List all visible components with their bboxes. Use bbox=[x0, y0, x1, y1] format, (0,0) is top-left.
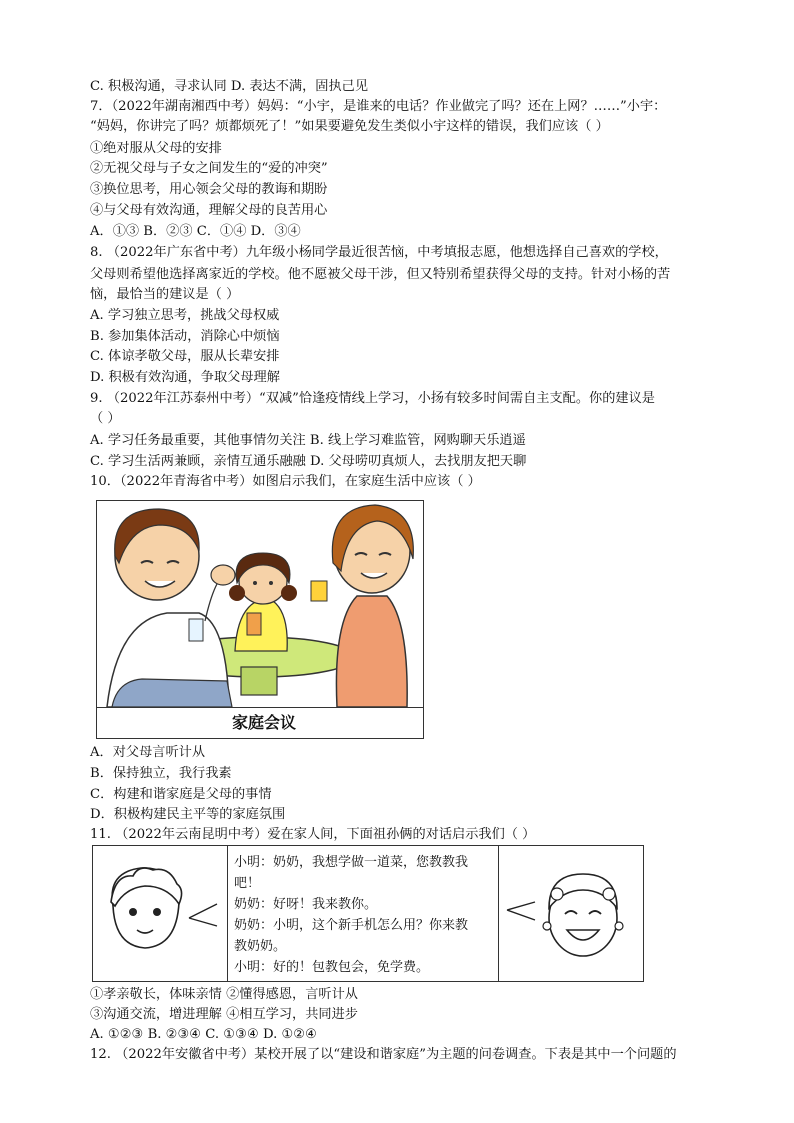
q10-option-c: C．构建和谐家庭是父母的事情 bbox=[90, 787, 272, 802]
q11-items-34: ③沟通交流，增进理解 ④相互学习，共同进步 bbox=[90, 1007, 358, 1022]
q11-items-12: ①孝亲敬长，体味亲情 ②懂得感恩，言听计从 bbox=[90, 987, 358, 1002]
q6-options-cd: C. 积极沟通，寻求认同 D. 表达不满，固执己见 bbox=[90, 79, 369, 94]
dialogue-line: 小明：奶奶，我想学做一道菜，您教教我 bbox=[234, 855, 469, 870]
q7-item-4: ④与父母有效沟通，理解父母的良苦用心 bbox=[90, 203, 328, 218]
dialogue-table bbox=[92, 845, 644, 982]
dialogue-line: 奶奶：小明，这个新手机怎么用？你来教 bbox=[234, 918, 469, 933]
q9-options-cd: C. 学习生活两兼顾，亲情互通乐融融 D. 父母唠叨真烦人，去找朋友把天聊 bbox=[90, 454, 527, 469]
family-meeting-illustration bbox=[96, 500, 424, 739]
q7-options: A．①③ B．②③ C．①④ D．③④ bbox=[90, 224, 301, 239]
q8-option-d: D. 积极有效沟通，争取父母理解 bbox=[90, 370, 280, 385]
dialogue-line: 教奶奶。 bbox=[234, 939, 287, 954]
q11-options: A. ①②③ B. ②③④ C. ①③④ D. ①②④ bbox=[90, 1027, 317, 1042]
q7-item-3: ③换位思考，用心领会父母的教诲和期盼 bbox=[90, 182, 328, 197]
grandma-cartoon-cell bbox=[499, 846, 643, 981]
q9-stem-1: 9. （2022年江苏泰州中考）“双减”恰逢疫情线上学习，小扬有较多时间需自主支配。你的建议是 bbox=[90, 391, 655, 406]
dialogue-line: 小明：好的！包教包会，免学费。 bbox=[234, 960, 430, 975]
dialogue-line: 奶奶：好呀！我来教你。 bbox=[234, 897, 378, 912]
family-meeting-drawing bbox=[97, 501, 423, 707]
q8-stem-2: 父母则希望他选择离家近的学校。他不愿被父母干涉，但又特别希望获得父母的支持。针对小杨的苦 bbox=[90, 267, 671, 282]
grandma-cartoon bbox=[499, 846, 643, 981]
q10-stem: 10．（2022年青海省中考）如图启示我们，在家庭生活中应该（ ） bbox=[90, 474, 481, 489]
q10-option-b: B．保持独立，我行我素 bbox=[90, 766, 232, 781]
q9-options-ab: A. 学习任务最重要，其他事情勿关注 B. 线上学习难监管，网购聊天乐逍遥 bbox=[90, 433, 526, 448]
boy-cartoon-cell bbox=[93, 846, 228, 981]
q8-option-c: C. 体谅孝敬父母，服从长辈安排 bbox=[90, 349, 280, 364]
q10-option-a: A．对父母言听计从 bbox=[90, 745, 206, 760]
boy-cartoon bbox=[93, 846, 227, 981]
dialogue-line: 吧！ bbox=[234, 876, 261, 891]
figure-caption: 家庭会议 bbox=[97, 707, 423, 738]
q7-item-2: ②无视父母与子女之间发生的“爱的冲突” bbox=[90, 161, 328, 176]
q7-stem-2: “妈妈，你讲完了吗？烦都烦死了！”如果要避免发生类似小宇这样的错误，我们应该（ ） bbox=[90, 119, 609, 134]
q9-stem-2: （ ） bbox=[90, 411, 121, 426]
q7-stem-1: 7．（2022年湖南湘西中考）妈妈：“小宇，是谁来的电话？作业做完了吗？还在上网？……”小宇： bbox=[90, 99, 667, 114]
q11-stem: 11. （2022年云南昆明中考）爱在家人间，下面祖孙俩的对话启示我们（ ） bbox=[90, 827, 536, 842]
q8-option-b: B. 参加集体活动，消除心中烦恼 bbox=[90, 329, 280, 344]
q8-stem-1: 8. （2022年广东省中考）九年级小杨同学最近很苦恼，中考填报志愿，他想选择自己喜欢的学校， bbox=[90, 245, 668, 260]
q7-item-1: ①绝对服从父母的安排 bbox=[90, 141, 222, 156]
q8-stem-3: 恼，最恰当的建议是（ ） bbox=[90, 287, 240, 302]
q10-option-d: D．积极构建民主平等的家庭氛围 bbox=[90, 807, 286, 822]
q8-option-a: A. 学习独立思考，挑战父母权威 bbox=[90, 308, 280, 323]
q12-stem: 12. （2022年安徽省中考）某校开展了以“建设和谐家庭”为主题的问卷调查。下表是其中一个问题的 bbox=[90, 1047, 677, 1062]
dialogue-cell bbox=[228, 846, 499, 981]
